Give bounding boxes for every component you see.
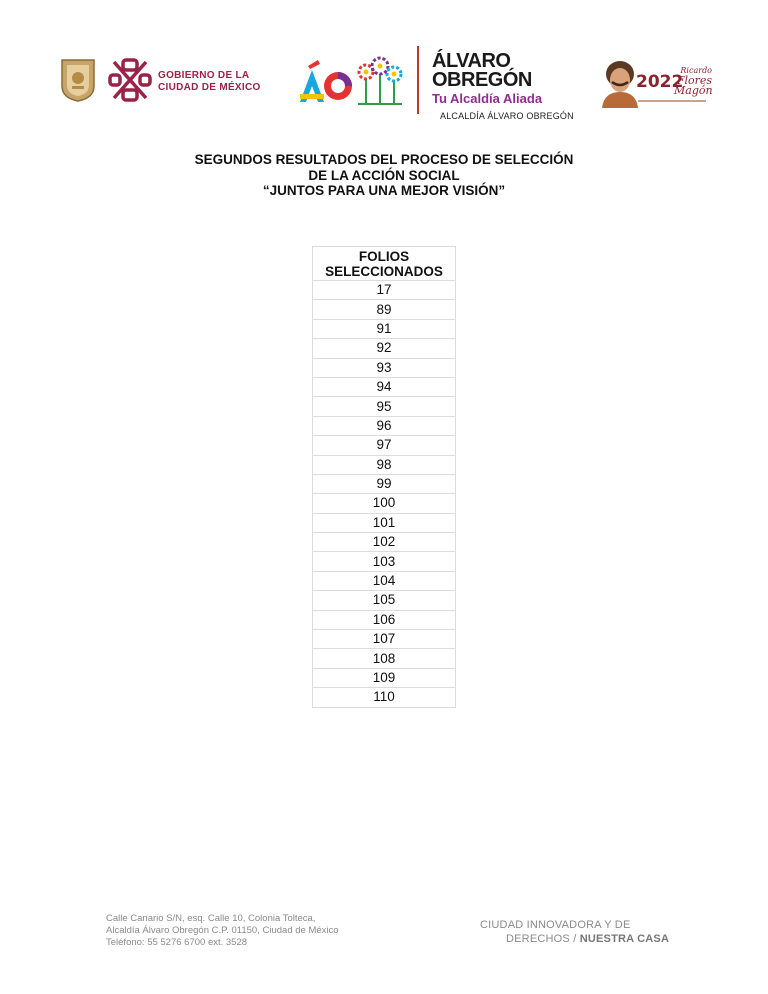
slogan-line2-b: NUESTRA CASA <box>579 933 670 945</box>
slogan-line2-a: DERECHOS / <box>506 933 580 945</box>
table-row <box>313 668 456 687</box>
address-line3: Teléfono: 55 5276 6700 ext. 3528 <box>106 937 248 948</box>
ao-line1: ÁLVARO <box>432 50 511 72</box>
document-title <box>0 152 768 199</box>
rfm-year: 2022 <box>636 72 684 92</box>
folio-cell: 95 <box>313 397 456 416</box>
folio-cell: 101 <box>313 513 456 532</box>
folio-cell: 102 <box>313 533 456 552</box>
table-row <box>313 358 456 377</box>
folio-cell: 93 <box>313 358 456 377</box>
folio-cell: 108 <box>313 649 456 668</box>
header-line1: FOLIOS <box>358 249 410 264</box>
table-row <box>313 533 456 552</box>
footer-slogan <box>480 918 669 946</box>
folio-cell: 96 <box>313 416 456 435</box>
table-row <box>313 397 456 416</box>
cdmx-line1: GOBIERNO DE LA <box>158 70 250 81</box>
flowers-logo-icon <box>356 56 404 106</box>
cdmx-logo-text <box>158 70 261 94</box>
table-row <box>313 591 456 610</box>
folio-cell: 100 <box>313 494 456 513</box>
alcaldia-logo-text <box>432 52 532 90</box>
folio-cell: 98 <box>313 455 456 474</box>
address-line1: Calle Canario S/N, esq. Calle 10, Colonia Tolteca, <box>106 913 316 924</box>
table-row <box>313 513 456 532</box>
rfm-name-line3: Magón <box>674 84 713 97</box>
table-row <box>313 319 456 338</box>
address-line2: Alcaldía Álvaro Obregón C.P. 01150, Ciudad de México <box>106 925 339 936</box>
folios-table-body <box>313 281 456 708</box>
title-line2: DE LA ACCIÓN SOCIAL <box>308 167 460 183</box>
table-row <box>313 300 456 319</box>
table-row <box>313 610 456 629</box>
folio-cell: 103 <box>313 552 456 571</box>
slogan-line1: CIUDAD INNOVADORA Y DE <box>480 919 631 931</box>
folio-cell: 91 <box>313 319 456 338</box>
folio-cell: 110 <box>313 688 456 707</box>
footer-address <box>106 913 339 949</box>
folio-cell: 89 <box>313 300 456 319</box>
folios-table <box>312 246 456 708</box>
folio-cell: 97 <box>313 436 456 455</box>
slogan-line2 <box>480 932 669 946</box>
table-row <box>313 436 456 455</box>
table-row <box>313 377 456 396</box>
table-row <box>313 339 456 358</box>
folio-cell: 106 <box>313 610 456 629</box>
table-row <box>313 571 456 590</box>
rfm-name <box>674 66 712 96</box>
table-row <box>313 649 456 668</box>
cdmx-line2: CIUDAD DE MÉXICO <box>158 82 261 93</box>
title-line3: “JUNTOS PARA UNA MEJOR VISIÓN” <box>262 183 506 198</box>
table-row <box>313 474 456 493</box>
ao-line2: OBREGÓN <box>432 69 532 91</box>
header-divider <box>417 46 419 114</box>
folio-cell: 17 <box>313 281 456 300</box>
header-line2: SELECCIONADOS <box>325 264 443 279</box>
ao-tagline: Tu Alcaldía Aliada <box>432 91 543 106</box>
folio-cell: 109 <box>313 668 456 687</box>
table-row <box>313 494 456 513</box>
table-row <box>313 688 456 707</box>
ao-caption: ALCALDÍA ÁLVARO OBREGÓN <box>440 111 574 121</box>
table-row <box>313 416 456 435</box>
folio-cell: 92 <box>313 339 456 358</box>
page-header <box>0 0 768 130</box>
table-row <box>313 455 456 474</box>
table-header-row <box>313 247 456 281</box>
folio-cell: 107 <box>313 630 456 649</box>
table-row <box>313 552 456 571</box>
rfm-name-line1: Ricardo <box>680 66 712 75</box>
title-line1: SEGUNDOS RESULTADOS DEL PROCESO DE SELECCIÓN <box>194 152 574 167</box>
rfm-name-line2: Flores <box>676 74 712 87</box>
cdmx-logo-icon <box>108 56 152 104</box>
folio-cell: 94 <box>313 377 456 396</box>
ao-colorful-logo-icon <box>298 58 354 104</box>
folio-cell: 105 <box>313 591 456 610</box>
table-row <box>313 281 456 300</box>
table-row <box>313 630 456 649</box>
coat-of-arms-icon <box>60 58 96 102</box>
folio-cell: 104 <box>313 571 456 590</box>
folio-cell: 99 <box>313 474 456 493</box>
folios-column-header <box>313 247 456 281</box>
